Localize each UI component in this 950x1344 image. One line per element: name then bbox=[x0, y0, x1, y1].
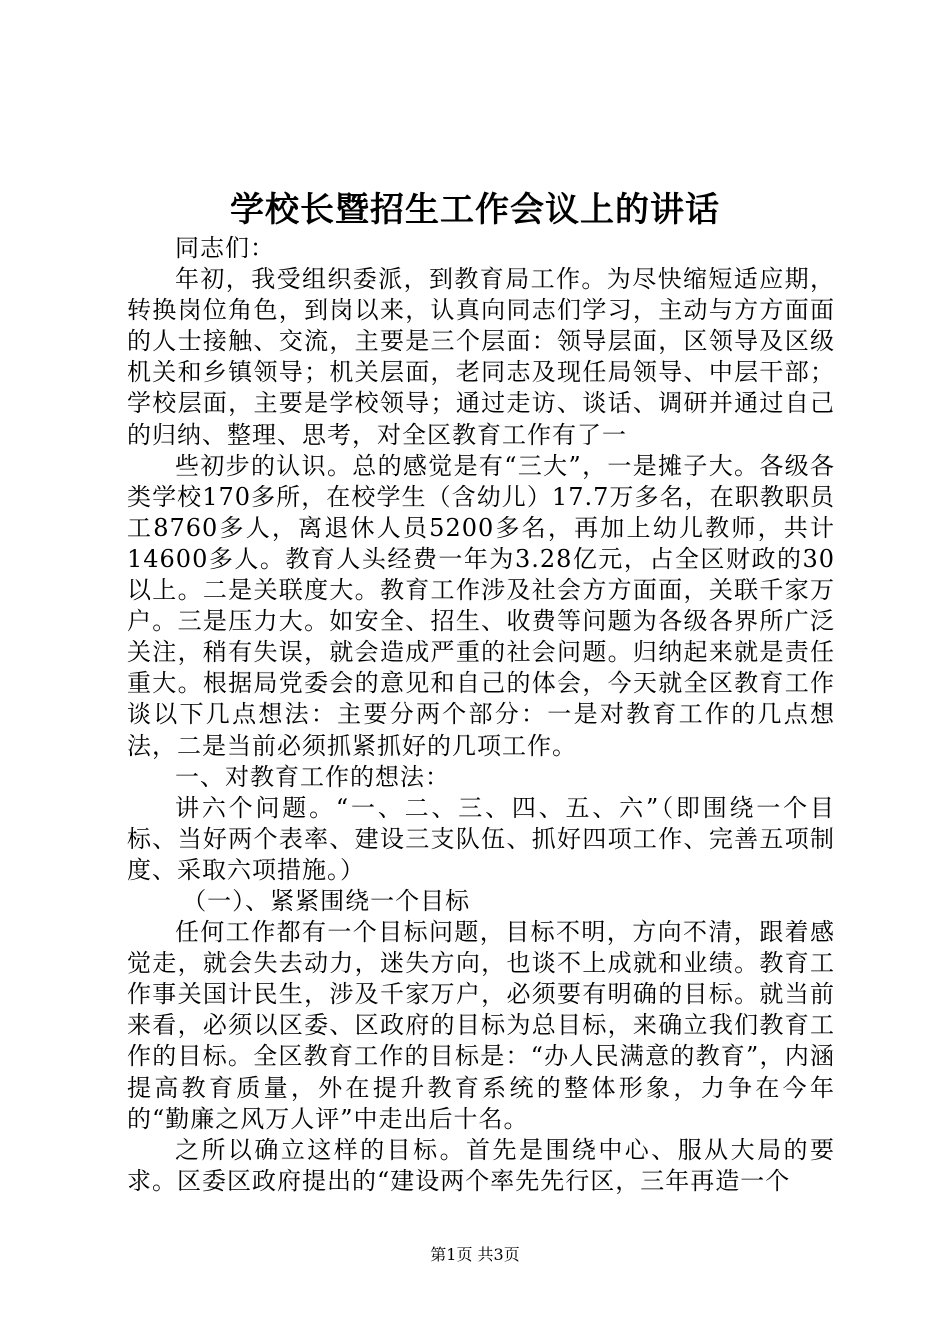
document-body bbox=[127, 233, 835, 1197]
body-paragraph: 些初步的认识。总的感觉是有“三大”，一是摊子大。各级各类学校170多所，在校学生（含幼儿）17.7万多名，在职教职员工8760多人，离退休人员5200多名，再加上幼儿教师，共计14600多人。教育人头经费一年为3.28亿元，占全区财政的30以上。二是关联度大。教育工作涉及社会方方面面，关联千家万户。三是压力大。如安全、招生、收费等问题为各级各界所广泛关注，稍有失误，就会造成严重的社会问题。归纳起来就是责任重大。根据局党委会的意见和自己的体会，今天就全区教育工作谈以下几点想法：主要分两个部分：一是对教育工作的几点想法，二是当前必须抓紧抓好的几项工作。 bbox=[127, 451, 835, 760]
body-paragraph: 年初，我受组织委派，到教育局工作。为尽快缩短适应期，转换岗位角色，到岗以来，认真向同志们学习，主动与方方面面的人士接触、交流，主要是三个层面：领导层面，区领导及区级机关和乡镇领导；机关层面，老同志及现任局领导、中层干部；学校层面，主要是学校领导；通过走访、谈话、调研并通过自己的归纳、整理、思考，对全区教育工作有了一 bbox=[127, 265, 835, 449]
body-paragraph: 之所以确立这样的目标。首先是围绕中心、服从大局的要求。区委区政府提出的“建设两个率先先行区，三年再造一个 bbox=[127, 1135, 835, 1195]
page-footer: 第1页 共3页 bbox=[430, 1245, 520, 1264]
section-heading: 一、对教育工作的想法： bbox=[175, 762, 450, 791]
document-title: 学校长暨招生工作会议上的讲话 bbox=[230, 190, 720, 230]
salutation-paragraph: 同志们： bbox=[175, 234, 275, 262]
body-paragraph: 任何工作都有一个目标问题，目标不明，方向不清，跟着感觉走，就会失去动力，迷失方向，也谈不上成就和业绩。教育工作事关国计民生，涉及千家万户，必须要有明确的目标。就当前来看，必须以区委、区政府的目标为总目标，来确立我们教育工作的目标。全区教育工作的目标是：“办人民满意的教育”，内涵提高教育质量，外在提升教育系统的整体形象，力争在今年的“勤廉之风万人评”中走出后十名。 bbox=[127, 918, 835, 1133]
subsection-heading: （一）、紧紧围绕一个目标 bbox=[182, 886, 471, 915]
body-paragraph: 讲六个问题。“一、二、三、四、五、六”（即围绕一个目标、当好两个表率、建设三支队伍、抓好四项工作、完善五项制度、采取六项措施。） bbox=[127, 793, 835, 884]
